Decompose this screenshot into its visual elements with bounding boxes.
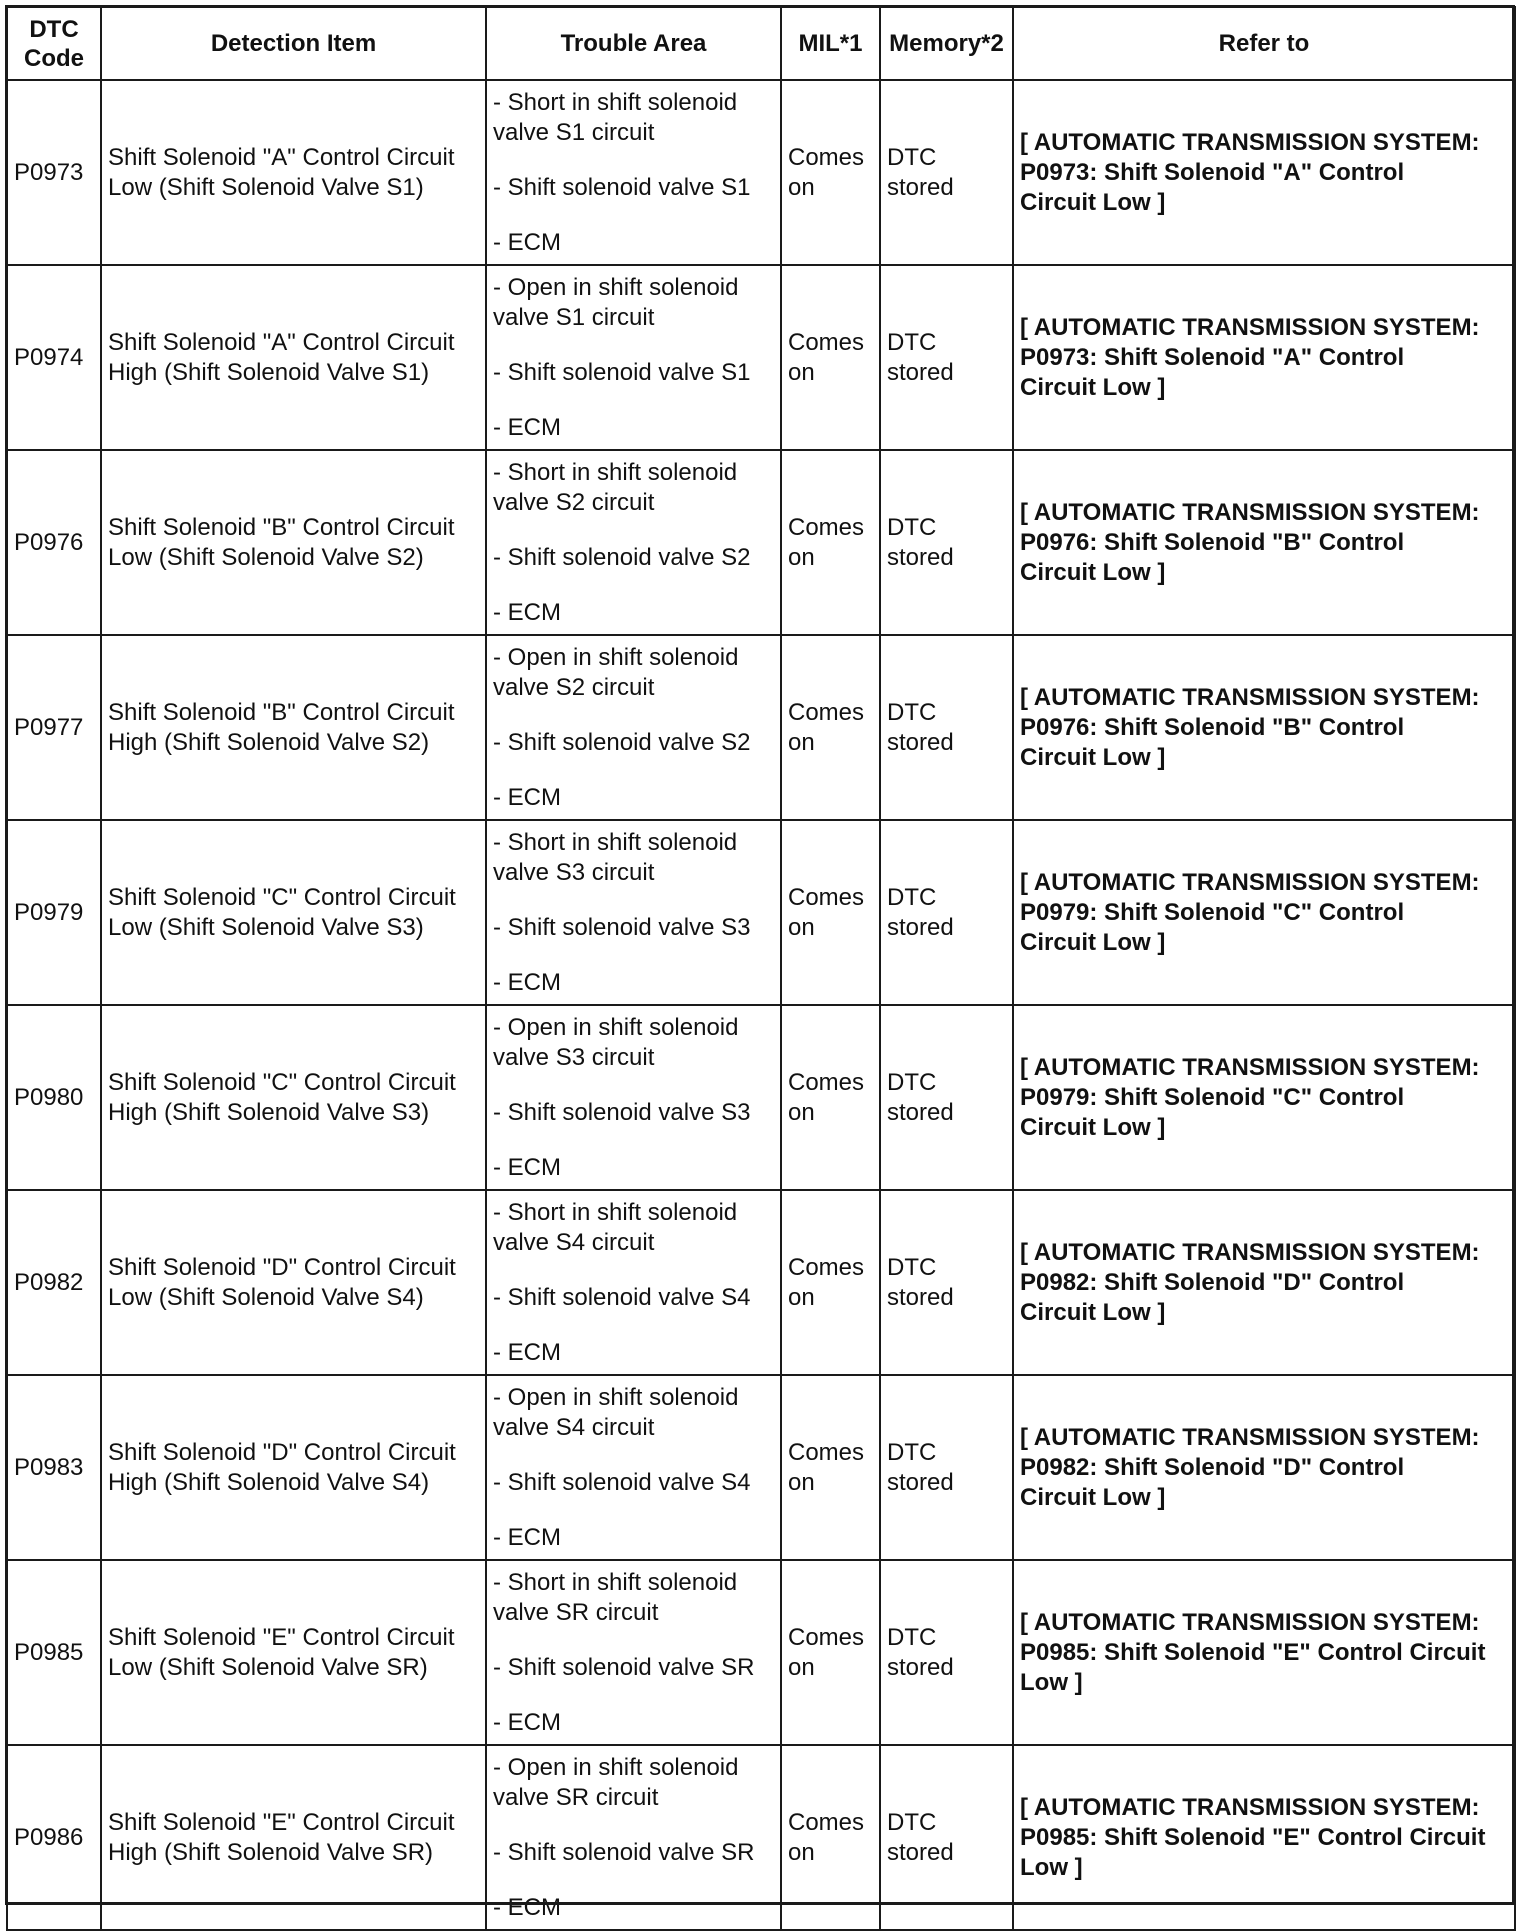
trouble-area-line: - Shift solenoid valve SR xyxy=(493,1838,755,1866)
table-body xyxy=(7,80,1515,1930)
refer-to-line: [ AUTOMATIC TRANSMISSION SYSTEM: xyxy=(1020,1053,1480,1081)
detection-item-cell xyxy=(101,1375,486,1560)
header-trouble-area: Trouble Area xyxy=(486,7,781,80)
mil-cell xyxy=(781,1745,880,1930)
refer-to-cell xyxy=(1013,1560,1515,1745)
detection-item-line: Low (Shift Solenoid Valve S1) xyxy=(108,173,424,201)
trouble-area-line: - ECM xyxy=(493,1338,561,1366)
trouble-area-line: - Open in shift solenoid xyxy=(493,1013,739,1041)
refer-to-cell xyxy=(1013,1005,1515,1190)
table-row xyxy=(7,635,1515,820)
memory-line: stored xyxy=(887,1838,954,1866)
detection-item-cell xyxy=(101,635,486,820)
trouble-area-cell xyxy=(486,265,781,450)
dtc-code-cell: P0985 xyxy=(7,1560,101,1745)
trouble-area-spacer xyxy=(493,758,774,783)
refer-to-line: P0973: Shift Solenoid "A" Control xyxy=(1020,158,1405,186)
trouble-area-spacer xyxy=(493,1313,774,1338)
trouble-area-line: - Open in shift solenoid xyxy=(493,1383,739,1411)
header-dtc-code-line1: DTC xyxy=(29,15,79,43)
mil-line: Comes xyxy=(788,1623,865,1651)
refer-to-line: [ AUTOMATIC TRANSMISSION SYSTEM: xyxy=(1020,1423,1480,1451)
refer-to-line: P0976: Shift Solenoid "B" Control xyxy=(1020,528,1405,556)
trouble-area-spacer xyxy=(493,518,774,543)
trouble-area-cell xyxy=(486,1375,781,1560)
mil-cell xyxy=(781,80,880,265)
trouble-area-spacer xyxy=(493,148,774,173)
trouble-area-line: - Short in shift solenoid xyxy=(493,1568,738,1596)
memory-cell xyxy=(880,265,1013,450)
refer-to-line: Circuit Low ] xyxy=(1020,928,1166,956)
memory-line: DTC xyxy=(887,1808,937,1836)
trouble-area-line: - Short in shift solenoid xyxy=(493,1198,738,1226)
trouble-area-line: - Shift solenoid valve S3 xyxy=(493,1098,751,1126)
refer-to-line: Low ] xyxy=(1020,1853,1083,1881)
refer-to-line: Circuit Low ] xyxy=(1020,188,1166,216)
refer-to-line: Circuit Low ] xyxy=(1020,743,1166,771)
mil-line: on xyxy=(788,728,815,756)
detection-item-line: High (Shift Solenoid Valve S2) xyxy=(108,728,430,756)
refer-to-line: Circuit Low ] xyxy=(1020,373,1166,401)
trouble-area-spacer xyxy=(493,1073,774,1098)
mil-cell xyxy=(781,450,880,635)
mil-cell xyxy=(781,1560,880,1745)
header-memory: Memory*2 xyxy=(880,7,1013,80)
header-dtc-code-line2: Code xyxy=(24,44,84,72)
trouble-area-spacer xyxy=(493,1258,774,1283)
dtc-code-cell: P0973 xyxy=(7,80,101,265)
memory-cell xyxy=(880,1560,1013,1745)
detection-item-line: Shift Solenoid "A" Control Circuit xyxy=(108,328,455,356)
memory-line: DTC xyxy=(887,513,937,541)
refer-to-line: Circuit Low ] xyxy=(1020,1298,1166,1326)
memory-line: DTC xyxy=(887,328,937,356)
memory-line: stored xyxy=(887,728,954,756)
dtc-code-cell: P0976 xyxy=(7,450,101,635)
detection-item-line: High (Shift Solenoid Valve S1) xyxy=(108,358,430,386)
refer-to-line: [ AUTOMATIC TRANSMISSION SYSTEM: xyxy=(1020,1238,1480,1266)
trouble-area-cell xyxy=(486,820,781,1005)
table-row xyxy=(7,1190,1515,1375)
trouble-area-line: valve SR circuit xyxy=(493,1783,659,1811)
memory-line: stored xyxy=(887,173,954,201)
detection-item-cell xyxy=(101,1190,486,1375)
table-row xyxy=(7,1375,1515,1560)
detection-item-line: Shift Solenoid "A" Control Circuit xyxy=(108,143,455,171)
refer-to-line: [ AUTOMATIC TRANSMISSION SYSTEM: xyxy=(1020,868,1480,896)
trouble-area-line: - Shift solenoid valve S4 xyxy=(493,1283,751,1311)
refer-to-cell xyxy=(1013,1375,1515,1560)
trouble-area-line: - ECM xyxy=(493,413,561,441)
trouble-area-line: - Shift solenoid valve S1 xyxy=(493,173,751,201)
memory-line: DTC xyxy=(887,698,937,726)
refer-to-line: [ AUTOMATIC TRANSMISSION SYSTEM: xyxy=(1020,498,1480,526)
detection-item-line: Shift Solenoid "E" Control Circuit xyxy=(108,1623,455,1651)
mil-cell xyxy=(781,1005,880,1190)
trouble-area-line: valve S4 circuit xyxy=(493,1413,655,1441)
refer-to-line: P0979: Shift Solenoid "C" Control xyxy=(1020,1083,1405,1111)
trouble-area-line: valve S3 circuit xyxy=(493,858,655,886)
refer-to-line: Low ] xyxy=(1020,1668,1083,1696)
memory-cell xyxy=(880,820,1013,1005)
trouble-area-cell xyxy=(486,1560,781,1745)
memory-line: DTC xyxy=(887,883,937,911)
mil-line: on xyxy=(788,1283,815,1311)
dtc-code-cell: P0977 xyxy=(7,635,101,820)
trouble-area-line: valve S4 circuit xyxy=(493,1228,655,1256)
mil-line: Comes xyxy=(788,143,865,171)
trouble-area-line: - ECM xyxy=(493,228,561,256)
refer-to-line: [ AUTOMATIC TRANSMISSION SYSTEM: xyxy=(1020,128,1480,156)
trouble-area-line: - Shift solenoid valve S4 xyxy=(493,1468,751,1496)
memory-line: stored xyxy=(887,1283,954,1311)
memory-line: DTC xyxy=(887,1253,937,1281)
trouble-area-line: - Short in shift solenoid xyxy=(493,88,738,116)
refer-to-cell xyxy=(1013,80,1515,265)
detection-item-cell xyxy=(101,1560,486,1745)
detection-item-line: Shift Solenoid "B" Control Circuit xyxy=(108,698,455,726)
refer-to-cell xyxy=(1013,1745,1515,1930)
detection-item-line: High (Shift Solenoid Valve S3) xyxy=(108,1098,430,1126)
mil-line: Comes xyxy=(788,1438,865,1466)
memory-cell xyxy=(880,1190,1013,1375)
memory-cell xyxy=(880,80,1013,265)
header-refer-to: Refer to xyxy=(1013,7,1515,80)
memory-line: DTC xyxy=(887,1623,937,1651)
trouble-area-cell xyxy=(486,635,781,820)
mil-line: on xyxy=(788,1653,815,1681)
dtc-code-cell: P0983 xyxy=(7,1375,101,1560)
detection-item-cell xyxy=(101,1005,486,1190)
table-row xyxy=(7,1560,1515,1745)
trouble-area-line: - Shift solenoid valve S3 xyxy=(493,913,751,941)
mil-cell xyxy=(781,1190,880,1375)
detection-item-line: Low (Shift Solenoid Valve S4) xyxy=(108,1283,424,1311)
trouble-area-line: - Open in shift solenoid xyxy=(493,643,739,671)
mil-cell xyxy=(781,265,880,450)
table-row xyxy=(7,450,1515,635)
trouble-area-line: - ECM xyxy=(493,1708,561,1736)
trouble-area-cell xyxy=(486,450,781,635)
mil-cell xyxy=(781,635,880,820)
memory-line: DTC xyxy=(887,143,937,171)
mil-line: Comes xyxy=(788,1253,865,1281)
mil-line: on xyxy=(788,173,815,201)
table-row xyxy=(7,820,1515,1005)
trouble-area-spacer xyxy=(493,333,774,358)
dtc-code-cell: P0980 xyxy=(7,1005,101,1190)
dtc-document xyxy=(6,6,1514,1921)
trouble-area-line: - Shift solenoid valve S2 xyxy=(493,543,751,571)
mil-line: Comes xyxy=(788,883,865,911)
table-row xyxy=(7,1005,1515,1190)
memory-cell xyxy=(880,1005,1013,1190)
trouble-area-spacer xyxy=(493,1868,774,1893)
mil-line: Comes xyxy=(788,698,865,726)
trouble-area-line: - ECM xyxy=(493,598,561,626)
dtc-code-cell: P0979 xyxy=(7,820,101,1005)
refer-to-line: P0973: Shift Solenoid "A" Control xyxy=(1020,343,1405,371)
refer-to-line: [ AUTOMATIC TRANSMISSION SYSTEM: xyxy=(1020,313,1480,341)
trouble-area-spacer xyxy=(493,1628,774,1653)
table-row xyxy=(7,1745,1515,1930)
trouble-area-spacer xyxy=(493,1813,774,1838)
trouble-area-spacer xyxy=(493,1128,774,1153)
mil-line: Comes xyxy=(788,1068,865,1096)
trouble-area-line: - Shift solenoid valve S2 xyxy=(493,728,751,756)
trouble-area-line: - ECM xyxy=(493,968,561,996)
refer-to-line: [ AUTOMATIC TRANSMISSION SYSTEM: xyxy=(1020,1793,1480,1821)
trouble-area-cell xyxy=(486,80,781,265)
table-row xyxy=(7,265,1515,450)
trouble-area-line: valve S1 circuit xyxy=(493,118,655,146)
refer-to-line: P0982: Shift Solenoid "D" Control xyxy=(1020,1268,1405,1296)
refer-to-line: P0982: Shift Solenoid "D" Control xyxy=(1020,1453,1405,1481)
trouble-area-spacer xyxy=(493,888,774,913)
mil-line: Comes xyxy=(788,513,865,541)
refer-to-line: P0985: Shift Solenoid "E" Control Circuit xyxy=(1020,1638,1486,1666)
mil-line: on xyxy=(788,1838,815,1866)
detection-item-line: Shift Solenoid "C" Control Circuit xyxy=(108,1068,456,1096)
detection-item-cell xyxy=(101,820,486,1005)
refer-to-cell xyxy=(1013,450,1515,635)
refer-to-line: Circuit Low ] xyxy=(1020,558,1166,586)
detection-item-line: Shift Solenoid "E" Control Circuit xyxy=(108,1808,455,1836)
detection-item-line: Shift Solenoid "C" Control Circuit xyxy=(108,883,456,911)
memory-cell xyxy=(880,635,1013,820)
trouble-area-line: - Shift solenoid valve SR xyxy=(493,1653,755,1681)
dtc-code-cell: P0974 xyxy=(7,265,101,450)
trouble-area-line: valve S3 circuit xyxy=(493,1043,655,1071)
header-detection-item: Detection Item xyxy=(101,7,486,80)
detection-item-line: High (Shift Solenoid Valve SR) xyxy=(108,1838,434,1866)
trouble-area-spacer xyxy=(493,573,774,598)
table-row xyxy=(7,80,1515,265)
trouble-area-cell xyxy=(486,1005,781,1190)
trouble-area-line: - Open in shift solenoid xyxy=(493,273,739,301)
refer-to-cell xyxy=(1013,635,1515,820)
trouble-area-line: - ECM xyxy=(493,1153,561,1181)
trouble-area-line: - ECM xyxy=(493,1523,561,1551)
trouble-area-line: valve SR circuit xyxy=(493,1598,659,1626)
refer-to-line: P0985: Shift Solenoid "E" Control Circuit xyxy=(1020,1823,1486,1851)
memory-line: stored xyxy=(887,913,954,941)
refer-to-line: Circuit Low ] xyxy=(1020,1483,1166,1511)
detection-item-line: Low (Shift Solenoid Valve S3) xyxy=(108,913,424,941)
refer-to-cell xyxy=(1013,820,1515,1005)
refer-to-line: [ AUTOMATIC TRANSMISSION SYSTEM: xyxy=(1020,1608,1480,1636)
mil-line: on xyxy=(788,543,815,571)
mil-cell xyxy=(781,1375,880,1560)
refer-to-cell xyxy=(1013,265,1515,450)
dtc-code-cell: P0986 xyxy=(7,1745,101,1930)
trouble-area-line: valve S1 circuit xyxy=(493,303,655,331)
detection-item-cell xyxy=(101,265,486,450)
detection-item-line: Shift Solenoid "D" Control Circuit xyxy=(108,1438,456,1466)
trouble-area-line: - Short in shift solenoid xyxy=(493,458,738,486)
detection-item-line: Shift Solenoid "D" Control Circuit xyxy=(108,1253,456,1281)
refer-to-cell xyxy=(1013,1190,1515,1375)
mil-line: on xyxy=(788,1468,815,1496)
memory-line: stored xyxy=(887,1468,954,1496)
trouble-area-cell xyxy=(486,1745,781,1930)
detection-item-line: High (Shift Solenoid Valve S4) xyxy=(108,1468,430,1496)
memory-line: stored xyxy=(887,1653,954,1681)
trouble-area-line: valve S2 circuit xyxy=(493,673,655,701)
mil-line: on xyxy=(788,1098,815,1126)
detection-item-line: Low (Shift Solenoid Valve S2) xyxy=(108,543,424,571)
mil-cell xyxy=(781,820,880,1005)
refer-to-line: [ AUTOMATIC TRANSMISSION SYSTEM: xyxy=(1020,683,1480,711)
trouble-area-spacer xyxy=(493,1443,774,1468)
detection-item-cell xyxy=(101,450,486,635)
memory-line: stored xyxy=(887,358,954,386)
refer-to-line: P0979: Shift Solenoid "C" Control xyxy=(1020,898,1405,926)
trouble-area-line: - Short in shift solenoid xyxy=(493,828,738,856)
trouble-area-spacer xyxy=(493,203,774,228)
trouble-area-spacer xyxy=(493,1498,774,1523)
header-mil: MIL*1 xyxy=(781,7,880,80)
memory-line: DTC xyxy=(887,1438,937,1466)
memory-cell xyxy=(880,1745,1013,1930)
table-header-row xyxy=(7,7,1515,80)
trouble-area-line: - ECM xyxy=(493,783,561,811)
header-dtc-code xyxy=(7,7,101,80)
refer-to-line: Circuit Low ] xyxy=(1020,1113,1166,1141)
detection-item-cell xyxy=(101,1745,486,1930)
detection-item-line: Shift Solenoid "B" Control Circuit xyxy=(108,513,455,541)
mil-line: Comes xyxy=(788,328,865,356)
mil-line: on xyxy=(788,913,815,941)
trouble-area-line: - Open in shift solenoid xyxy=(493,1753,739,1781)
memory-line: stored xyxy=(887,543,954,571)
trouble-area-spacer xyxy=(493,1683,774,1708)
mil-line: Comes xyxy=(788,1808,865,1836)
trouble-area-cell xyxy=(486,1190,781,1375)
dtc-table xyxy=(6,6,1516,1931)
trouble-area-line: valve S2 circuit xyxy=(493,488,655,516)
refer-to-line: P0976: Shift Solenoid "B" Control xyxy=(1020,713,1405,741)
trouble-area-spacer xyxy=(493,388,774,413)
memory-line: stored xyxy=(887,1098,954,1126)
memory-cell xyxy=(880,450,1013,635)
detection-item-cell xyxy=(101,80,486,265)
mil-line: on xyxy=(788,358,815,386)
trouble-area-spacer xyxy=(493,703,774,728)
detection-item-line: Low (Shift Solenoid Valve SR) xyxy=(108,1653,428,1681)
memory-line: DTC xyxy=(887,1068,937,1096)
dtc-code-cell: P0982 xyxy=(7,1190,101,1375)
trouble-area-line: - Shift solenoid valve S1 xyxy=(493,358,751,386)
memory-cell xyxy=(880,1375,1013,1560)
trouble-area-line: - ECM xyxy=(493,1893,561,1921)
trouble-area-spacer xyxy=(493,943,774,968)
